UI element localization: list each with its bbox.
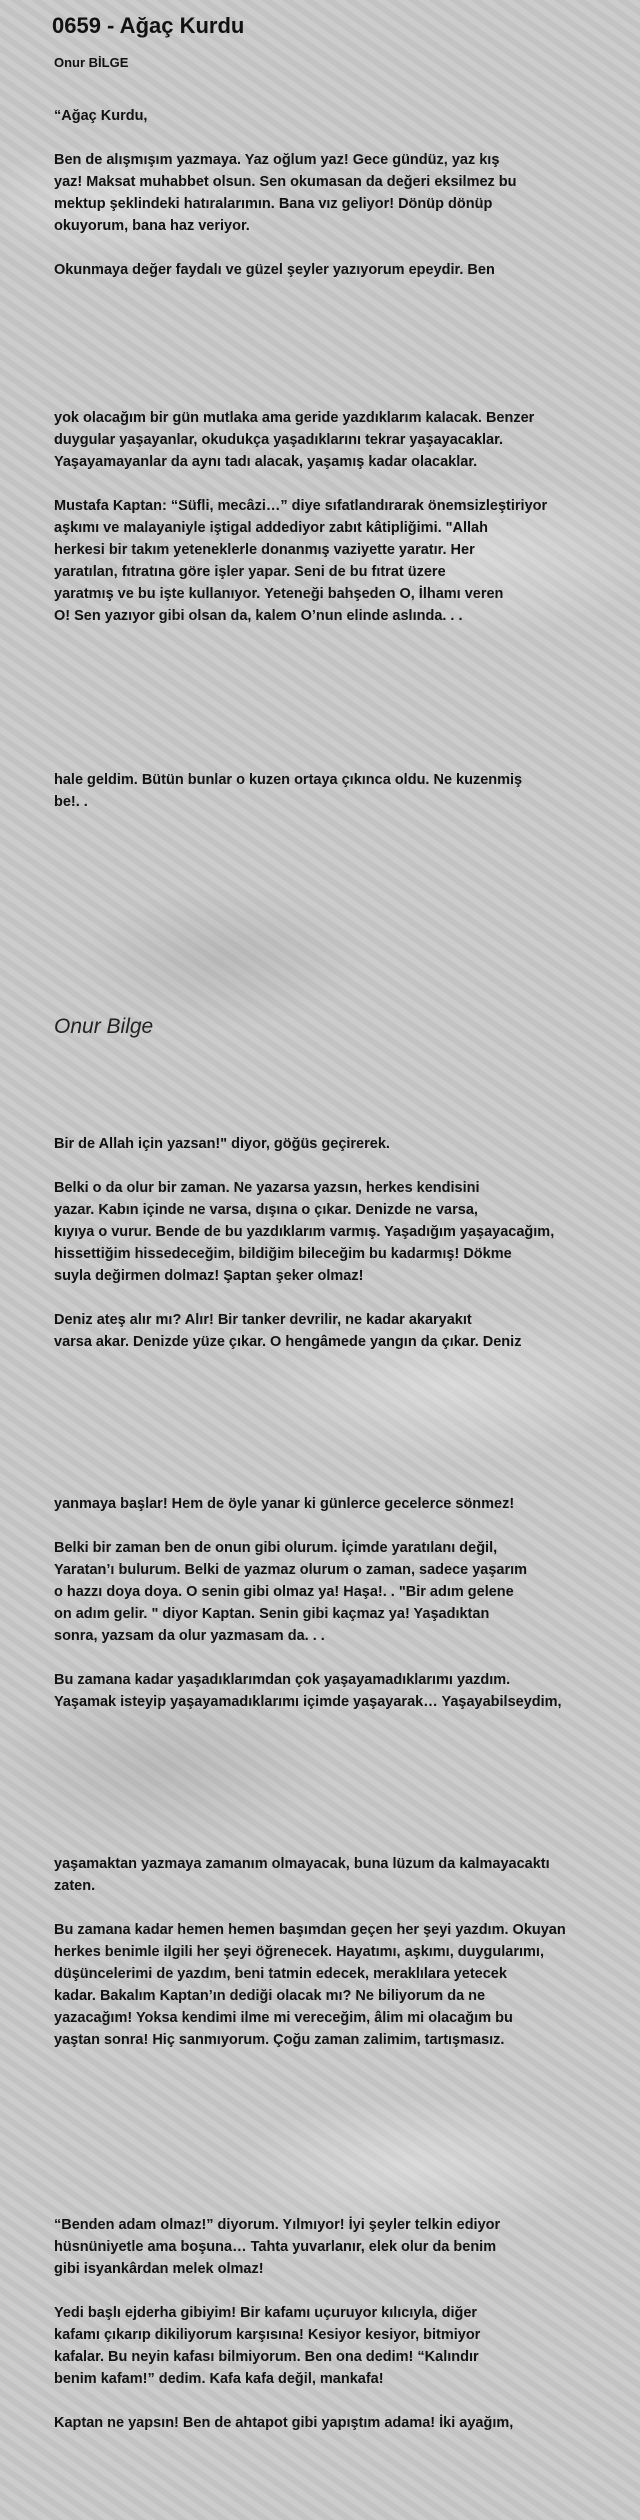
text-line: yaşamaktan yazmaya zamanım olmayacak, buna lüzum da kalmayacaktı — [54, 1856, 550, 1872]
text-line: Deniz ateş alır mı? Alır! Bir tanker devrilir, ne kadar akaryakıt — [54, 1312, 472, 1328]
text-line: Belki bir zaman ben de onun gibi olurum. İçimde yaratılanı değil, — [54, 1540, 498, 1556]
text-line: yaz! Maksat muhabbet olsun. Sen okumasan da değeri eksilmez bu — [54, 174, 517, 190]
text-line: yanmaya başlar! Hem de öyle yanar ki günlerce gecelerce sönmez! — [54, 1496, 515, 1512]
text-line: hale geldim. Bütün bunlar o kuzen ortaya çıkınca oldu. Ne kuzenmiş — [54, 772, 523, 788]
paragraph — [54, 2302, 634, 2390]
text-line: suyla değirmen dolmaz! Şaptan şeker olmaz! — [54, 1268, 364, 1284]
author-signature: Onur Bilge — [54, 1015, 154, 1038]
document-title: 0659 - Ağaç Kurdu — [52, 13, 245, 38]
text-line: Yaşayamayanlar da aynı tadı alacak, yaşamış kadar olacaklar. — [54, 454, 478, 470]
text-line: Bu zamana kadar yaşadıklarımdan çok yaşayamadıklarımı yazdım. — [54, 1672, 511, 1688]
text-line: on adım gelir. " diyor Kaptan. Senin gibi kaçmaz ya! Yaşadıktan — [54, 1606, 490, 1622]
text-line: kafalar. Bu neyin kafası bilmiyorum. Ben ona dedim! “Kalındır — [54, 2349, 479, 2365]
paragraph — [54, 1177, 634, 1287]
text-block-5 — [54, 1493, 634, 1713]
text-line: Ben de alışmışım yazmaya. Yaz oğlum yaz! Gece gündüz, yaz kış — [54, 152, 500, 168]
text-line: düşüncelerimi de yazdım, beni tatmin edecek, meraklılara yetecek — [54, 1966, 507, 1982]
text-line: Belki o da olur bir zaman. Ne yazarsa yazsın, herkes kendisini — [54, 1180, 480, 1196]
text-line: Bir de Allah için yazsan!" diyor, göğüs geçirerek. — [54, 1136, 390, 1152]
text-line: aşkımı ve malayaniyle iştigal addediyor zabıt kâtipliğimi. "Allah — [54, 520, 488, 536]
text-line: yaratmış ve bu işte kullanıyor. Yeteneği bahşeden O, İlhamı veren — [54, 586, 504, 602]
text-line: Bu zamana kadar hemen hemen başımdan geçen her şeyi yazdım. Okuyan — [54, 1922, 566, 1938]
text-line: be!. . — [54, 794, 88, 810]
paragraph — [54, 1537, 634, 1647]
text-line: varsa akar. Denizde yüze çıkar. O hengâmede yangın da çıkar. Deniz — [54, 1334, 522, 1350]
text-block-4 — [54, 1133, 634, 1353]
text-line: zaten. — [54, 1878, 96, 1894]
text-line: mektup şeklindeki hatıralarımın. Bana vız geliyor! Dönüp dönüp — [54, 196, 493, 212]
text-line: Mustafa Kaptan: “Süfli, mecâzi…” diye sıfatlandırarak önemsizleştiriyor — [54, 498, 548, 514]
text-line: yazacağım! Yoksa kendimi ilme mi vereceğim, âlim mi olacağım bu — [54, 2010, 513, 2026]
text-line: herkes benimle ilgili her şeyi öğrenecek. Hayatımı, aşkımı, duygularımı, — [54, 1944, 544, 1960]
text-line: okuyorum, bana haz veriyor. — [54, 218, 250, 234]
text-line: kıyıya o vurur. Bende de bu yazdıklarım varmış. Yaşadığım yaşayacağım, — [54, 1224, 555, 1240]
paragraph — [54, 407, 634, 473]
text-line: “Ağaç Kurdu, — [54, 108, 148, 124]
text-line: Yaratan’ı bulurum. Belki de yazmaz olurum o zaman, sadece yaşarım — [54, 1562, 528, 1578]
text-line: Kaptan ne yapsın! Ben de ahtapot gibi yapıştım adama! İki ayağım, — [54, 2415, 514, 2431]
paragraph — [54, 105, 634, 127]
author-name: Onur BİLGE — [54, 55, 129, 70]
text-line: kadar. Bakalım Kaptan’ın dediği olacak mı? Ne biliyorum da ne — [54, 1988, 486, 2004]
text-line: Yedi başlı ejderha gibiyim! Bir kafamı uçuruyor kılıcıyla, diğer — [54, 2305, 478, 2321]
text-line: yazar. Kabın içinde ne varsa, dışına o çıkar. Denizde ne varsa, — [54, 1202, 478, 1218]
paragraph — [54, 1493, 634, 1515]
paragraph — [54, 1309, 634, 1353]
text-block-1 — [54, 105, 634, 281]
paragraph — [54, 2214, 634, 2280]
paragraph — [54, 1133, 634, 1155]
text-line: herkesi bir takım yeteneklerle donanmış vaziyette yaratır. Her — [54, 542, 475, 558]
text-line: yok olacağım bir gün mutlaka ama geride yazdıklarım kalacak. Benzer — [54, 410, 535, 426]
text-block-6 — [54, 1853, 634, 2051]
text-line: kafamı çıkarıp dikiliyorum karşısına! Kesiyor kesiyor, bitmiyor — [54, 2327, 481, 2343]
paragraph — [54, 1853, 634, 1897]
paragraph — [54, 1669, 634, 1713]
text-line: gibi isyankârdan melek olmaz! — [54, 2261, 264, 2277]
text-line: hüsnüniyetle ama boşuna… Tahta yuvarlanır, elek olur da benim — [54, 2239, 497, 2255]
paragraph — [54, 2412, 634, 2434]
text-line: yaratılan, fıtratına göre işler yapar. Seni de bu fıtrat üzere — [54, 564, 446, 580]
text-block-7 — [54, 2214, 634, 2434]
text-line: yaştan sonra! Hiç sanmıyorum. Çoğu zaman zalimim, tartışmasız. — [54, 2032, 505, 2048]
text-line: “Benden adam olmaz!” diyorum. Yılmıyor! İyi şeyler telkin ediyor — [54, 2217, 501, 2233]
text-block-2 — [54, 407, 634, 627]
text-line: benim kafam!” dedim. Kafa kafa değil, mankafa! — [54, 2371, 384, 2387]
text-line: O! Sen yazıyor gibi olsan da, kalem O’nun elinde aslında. . . — [54, 608, 463, 624]
paragraph — [54, 495, 634, 627]
text-line: Yaşamak isteyip yaşayamadıklarımı içimde yaşayarak… Yaşayabilseydim, — [54, 1694, 562, 1710]
paragraph — [54, 149, 634, 237]
paragraph — [54, 259, 634, 281]
text-line: o hazzı doya doya. O senin gibi olmaz ya! Haşa!. . "Bir adım gelene — [54, 1584, 514, 1600]
text-line: duygular yaşayanlar, okudukça yaşadıklarını tekrar yaşayacaklar. — [54, 432, 503, 448]
paragraph — [54, 1919, 634, 2051]
text-line: Okunmaya değer faydalı ve güzel şeyler yazıyorum epeydir. Ben — [54, 262, 495, 278]
text-line: sonra, yazsam da olur yazmasam da. . . — [54, 1628, 325, 1644]
paragraph — [54, 769, 634, 813]
text-block-3 — [54, 769, 634, 813]
text-line: hissettiğim hissedeceğim, bildiğim bileceğim bu kadarmış! Dökme — [54, 1246, 512, 1262]
